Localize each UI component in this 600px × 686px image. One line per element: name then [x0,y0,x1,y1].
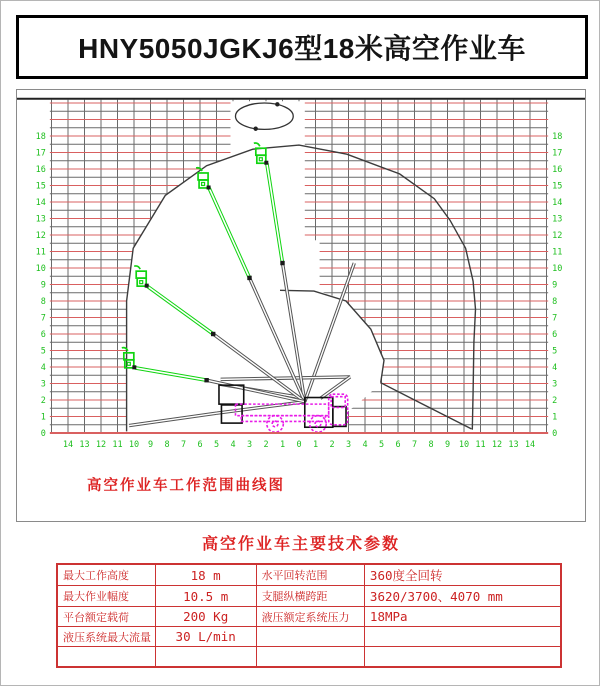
svg-text:12: 12 [552,231,563,241]
svg-text:4: 4 [552,363,558,373]
svg-text:0: 0 [552,429,558,439]
svg-text:5: 5 [213,440,220,450]
page-title: HNY5050JGKJ6型18米高空作业车 [78,33,526,64]
svg-text:10: 10 [128,440,140,450]
svg-text:5: 5 [40,346,46,357]
svg-text:11: 11 [35,247,46,258]
svg-text:16: 16 [552,165,563,175]
spec-table-row [57,564,561,586]
svg-text:10: 10 [35,264,46,274]
spec-value [364,627,561,647]
svg-text:11: 11 [475,440,486,450]
spec-value: 18MPa [364,607,561,627]
svg-text:3: 3 [40,379,46,390]
svg-text:12: 12 [95,440,107,450]
svg-text:17: 17 [35,148,46,159]
working-range-diagram [17,90,585,521]
spec-label: 液压系统最大流量 [57,627,155,647]
svg-text:15: 15 [35,181,46,192]
svg-text:6: 6 [40,330,46,340]
spec-label: 支腿纵横跨距 [256,586,364,607]
svg-text:8: 8 [428,440,434,450]
svg-text:13: 13 [508,440,519,450]
spec-label [57,647,155,668]
svg-text:9: 9 [444,440,451,450]
spec-value: 18 m [155,564,256,586]
spec-label [256,627,364,647]
spec-table-row [57,607,561,627]
svg-text:18: 18 [552,132,563,142]
spec-table-title: 高空作业车主要技术参数 [201,536,400,553]
svg-text:10: 10 [552,264,563,274]
spec-label: 水平回转范围 [256,564,364,586]
svg-text:4: 4 [230,440,236,450]
spec-value: 3620/3700、4070 mm [364,586,561,607]
svg-text:18: 18 [35,132,46,142]
svg-text:4: 4 [40,363,46,373]
svg-text:13: 13 [35,214,46,225]
svg-text:0: 0 [40,429,46,439]
svg-text:7: 7 [180,440,187,450]
spec-value [155,647,256,668]
svg-text:2: 2 [552,396,558,406]
svg-text:0: 0 [296,440,302,450]
svg-text:8: 8 [40,297,46,307]
spec-table-row [57,586,561,607]
svg-text:14: 14 [35,198,46,208]
spec-label [256,647,364,668]
spec-table-row [57,647,561,668]
svg-text:9: 9 [40,280,46,291]
svg-text:6: 6 [395,440,401,450]
svg-text:1: 1 [552,412,558,423]
spec-value: 30 L/min [155,627,256,647]
svg-text:7: 7 [411,440,418,450]
spec-label: 液压额定系统压力 [256,607,364,627]
svg-text:5: 5 [552,346,558,357]
spec-value: 360度全回转 [364,564,561,586]
svg-text:15: 15 [552,181,563,192]
title-bar [16,15,588,79]
spec-value [364,647,561,668]
svg-text:6: 6 [552,330,558,340]
svg-text:13: 13 [552,214,563,225]
svg-text:16: 16 [35,165,46,175]
svg-text:10: 10 [458,440,470,450]
svg-text:1: 1 [40,412,46,423]
svg-text:2: 2 [40,396,46,406]
spec-value: 10.5 m [155,586,256,607]
chart-caption: 高空作业车工作范围曲线图 [87,478,285,494]
svg-text:6: 6 [197,440,203,450]
svg-text:3: 3 [552,379,558,390]
svg-text:7: 7 [552,313,558,324]
svg-text:11: 11 [112,440,123,450]
svg-text:11: 11 [552,247,563,258]
svg-text:4: 4 [362,440,368,450]
svg-text:2: 2 [263,440,269,450]
svg-text:12: 12 [491,440,503,450]
svg-text:3: 3 [345,440,352,450]
svg-text:2: 2 [329,440,335,450]
svg-text:14: 14 [552,198,563,208]
spec-value: 200 Kg [155,607,256,627]
svg-text:17: 17 [552,148,563,159]
svg-text:3: 3 [246,440,253,450]
svg-text:8: 8 [552,297,558,307]
svg-text:8: 8 [164,440,170,450]
spec-label: 平台额定载荷 [57,607,155,627]
spec-label: 最大工作高度 [57,564,155,586]
svg-text:9: 9 [147,440,154,450]
spec-table-row [57,627,561,647]
svg-text:7: 7 [40,313,46,324]
svg-text:5: 5 [378,440,385,450]
working-range-chart-panel [16,89,586,522]
svg-text:14: 14 [524,440,536,450]
svg-text:12: 12 [35,231,46,241]
svg-text:9: 9 [552,280,558,291]
svg-text:1: 1 [312,440,319,450]
svg-text:13: 13 [79,440,90,450]
svg-text:1: 1 [279,440,286,450]
svg-text:14: 14 [62,440,74,450]
spec-table [56,563,562,668]
spec-label: 最大作业幅度 [57,586,155,607]
